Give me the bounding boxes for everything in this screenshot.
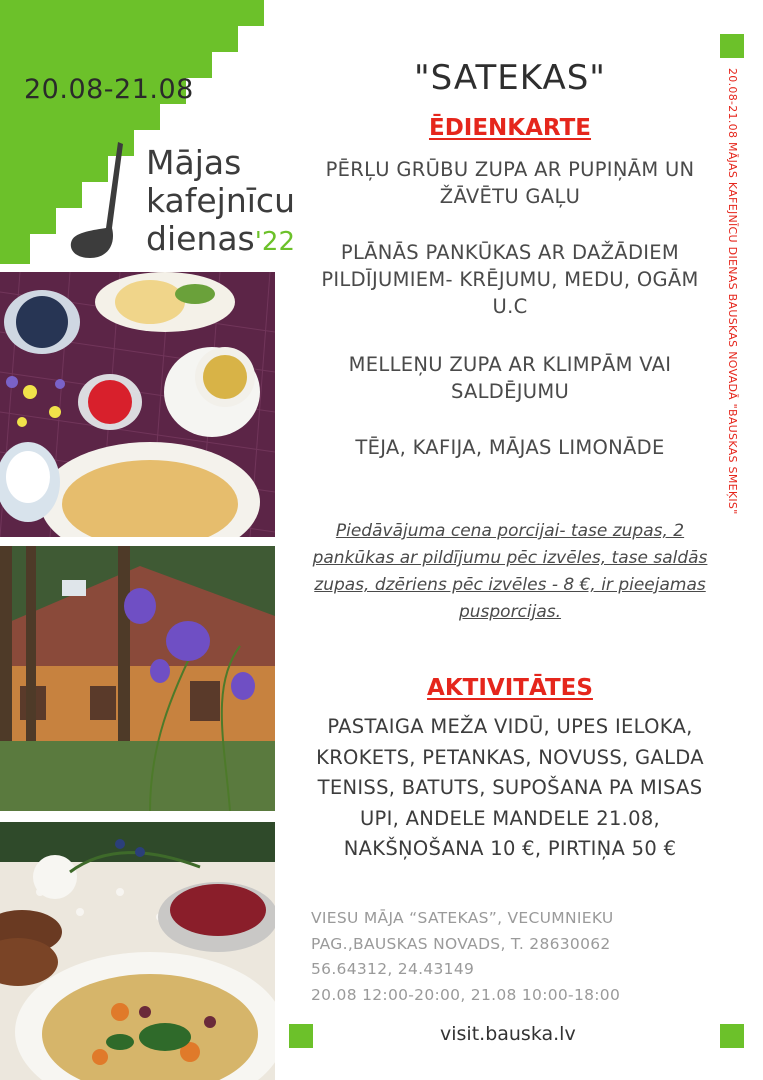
corner-square-decoration [289,1024,313,1048]
menu-item: PĒRĻU GRŪBU ZUPA AR PUPIŅĀM UN ŽĀVĒTU GAĻU [325,158,695,208]
menu-item: PLĀNĀS PANKŪKAS AR DAŽĀDIEM PILDĪJUMIEM- KRĒJUMU, MEDU, OGĀM U.C [321,241,699,318]
photo-soup [0,822,275,1080]
address-line: PAG.,BAUSKAS NOVADS, T. 28630062 [311,934,611,953]
logo-line-2: kafejnīcu [146,181,295,220]
opening-hours: 20.08 12:00-20:00, 21.08 10:00-18:00 [311,985,621,1004]
menu-item: TĒJA, KAFIJA, MĀJAS LIMONĀDE [355,436,665,459]
photo-guesthouse [0,546,275,811]
activities-list: PASTAIGA MEŽA VIDŪ, UPES IELOKA, KROKETS, PETANKAS, NOVUSS, GALDA TENISS, BATUTS, SUPOŠANA PA MISAS UPI, ANDELE MANDELE 21.08, NAKŠŅOŠANA 10 €, PIRTIŅA 50 € [316,715,704,860]
event-logo [146,144,295,261]
logo-line-3: dienas'22 [146,219,295,258]
event-dates: 20.08-21.08 [24,74,194,105]
contact-address [311,906,620,1008]
venue-title: "SATEKAS" [414,58,606,98]
logo-year: '22 [254,227,295,257]
menu-heading: ĒDIENKARTE [428,115,592,141]
vertical-caption [726,68,746,588]
menu-item: MELLEŅU ZUPA AR KLIMPĀM VAI SALDĒJUMU [348,353,672,403]
corner-square-decoration [720,1024,744,1048]
photo-pancakes-table [0,272,275,537]
logo-line-1: Mājas [146,143,242,182]
corner-square-decoration [720,34,744,58]
vertical-caption-text: 20.08-21.08 MĀJAS KAFEJNĪCU DIENAS BAUSKAS NOVADĀ "BAUSKAS SMEĶIS" [726,68,739,515]
coordinates: 56.64312, 24.43149 [311,960,475,978]
price-note: Piedāvājuma cena porcijai- tase zupas, 2 pankūkas ar pildījumu pēc izvēles, tase saldās zupas, dzēriens pēc izvēles - 8 €, ir pieejamas pusporcijas. [312,521,708,622]
address-line: VIESU MĀJA “SATEKAS”, VECUMNIEKU [311,909,614,927]
ladle-icon [66,140,126,262]
activities-heading: AKTIVITĀTES [427,675,593,701]
website-link[interactable]: visit.bauska.lv [440,1023,576,1045]
